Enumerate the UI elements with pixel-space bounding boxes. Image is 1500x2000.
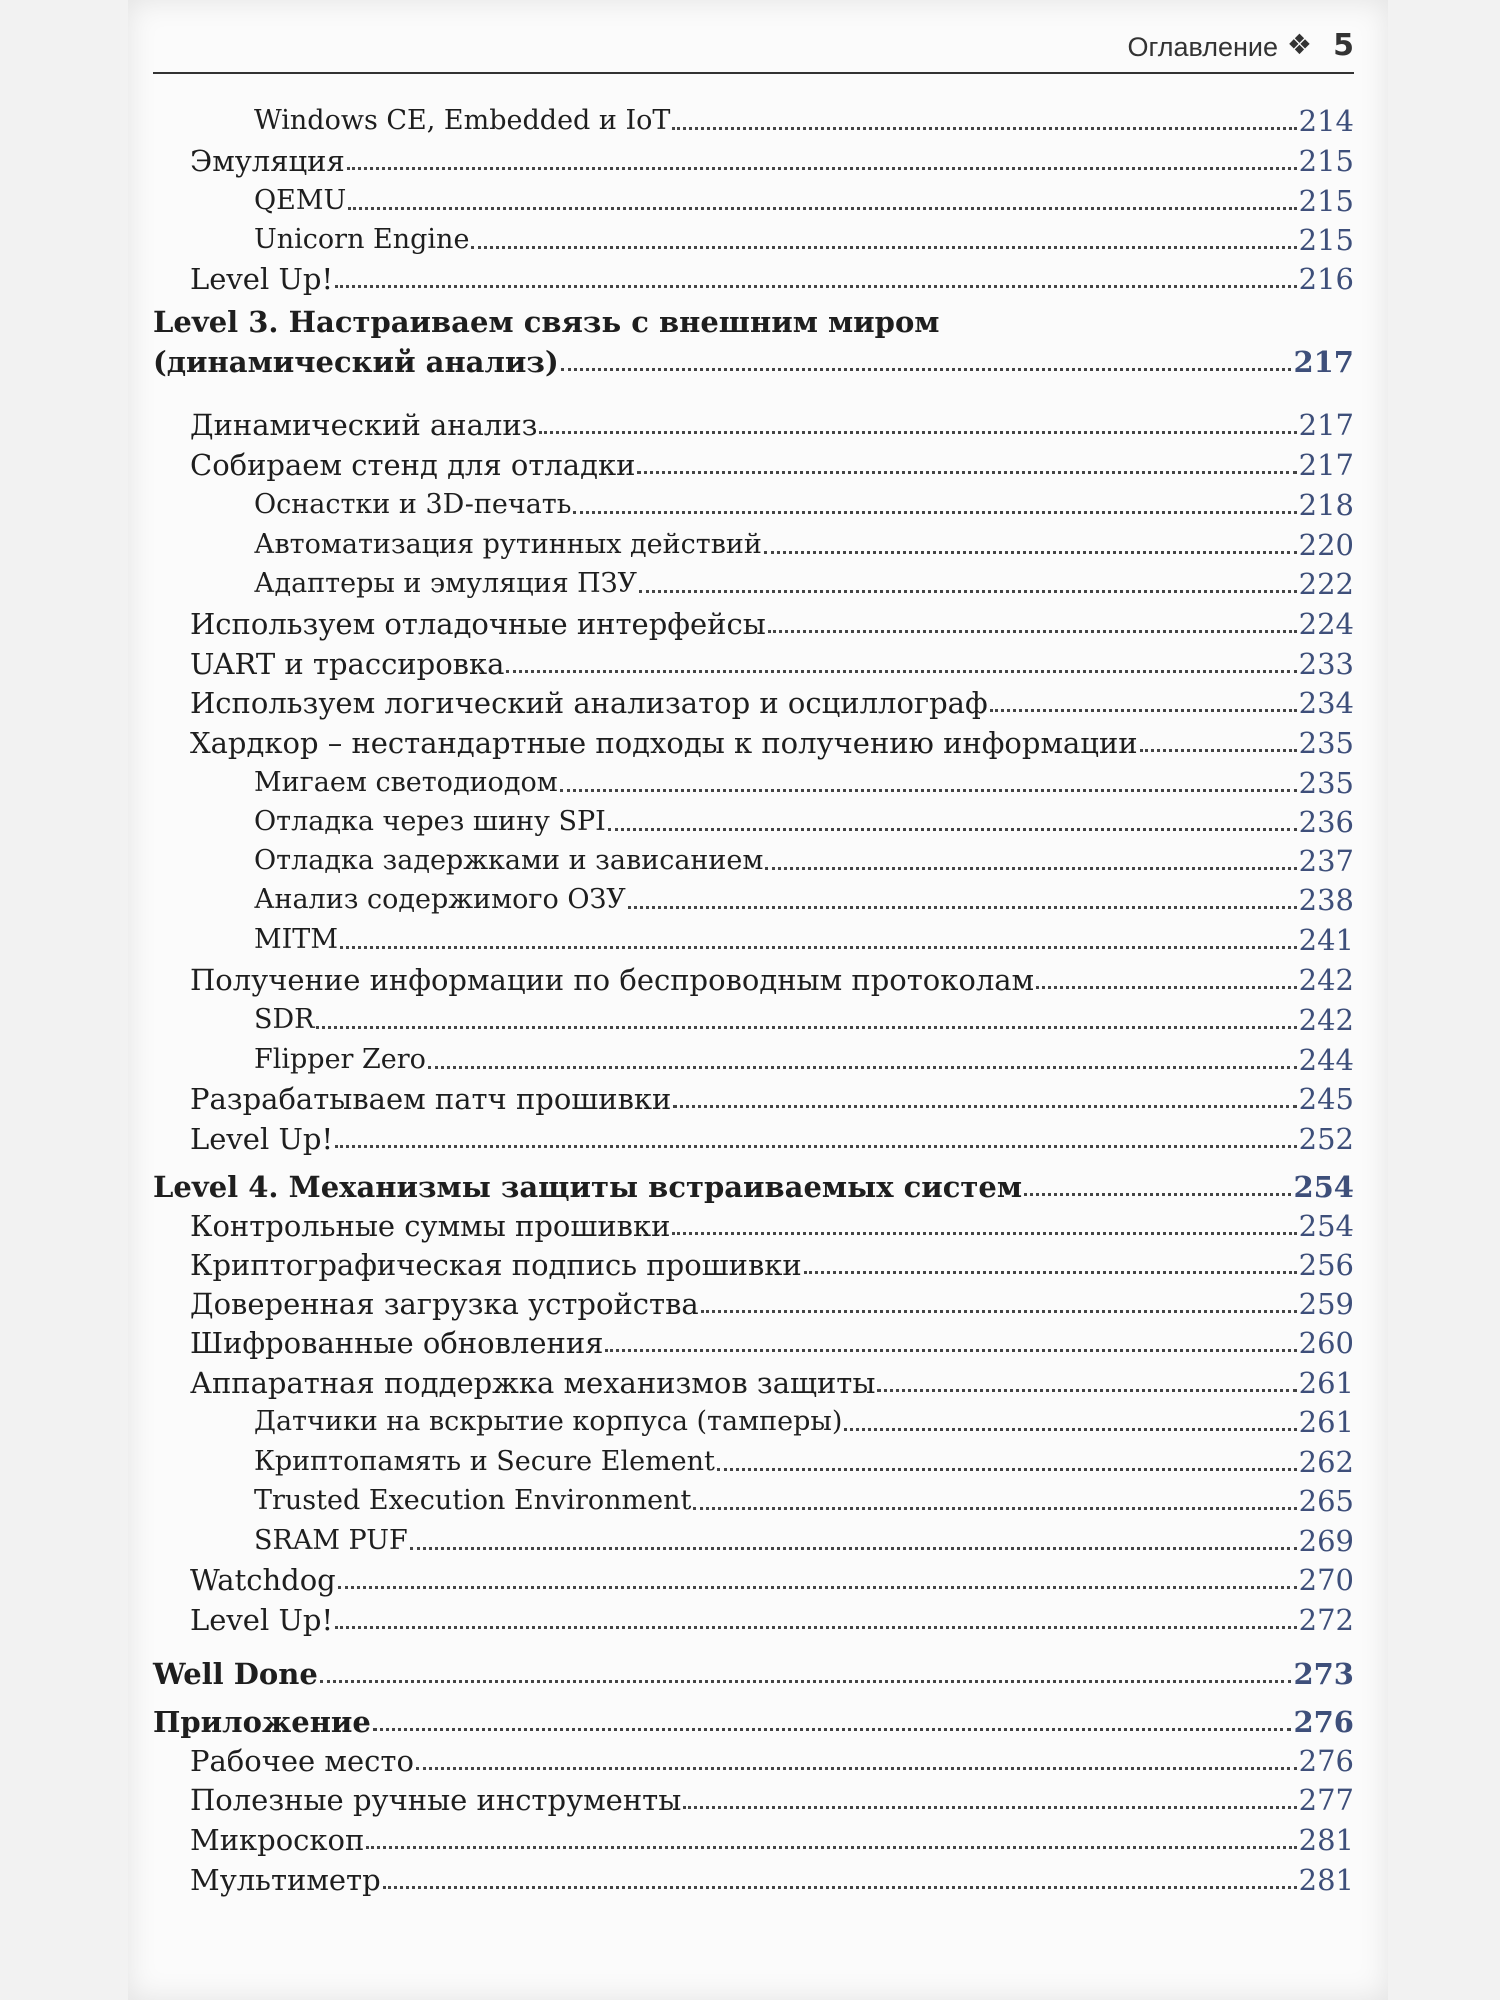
toc-entry-page: 261 [1298,1405,1354,1439]
toc-entry-title: Level 4. Механизмы защиты встраиваемых систем [153,1170,1023,1204]
toc-entry-title: Отладка через шину SPI [254,806,606,837]
toc-entry-title: Анализ содержимого ОЗУ [254,884,626,915]
toc-entry-title: Адаптеры и эмуляция ПЗУ [254,568,638,599]
dot-leader [506,669,1296,673]
dot-leader [672,1231,1296,1235]
toc-entry-page: 236 [1298,805,1354,839]
dot-leader [693,1506,1296,1510]
toc-entry-page: 281 [1298,1863,1354,1897]
dot-leader [683,1805,1296,1809]
dot-leader [335,1625,1297,1629]
dot-leader [701,1309,1297,1313]
dot-leader [410,1546,1297,1550]
toc-chapter-entry [153,344,1354,380]
toc-entry-page: 218 [1298,488,1354,522]
toc-entry-title: UART и трассировка [190,647,505,681]
toc-section-entry [153,1743,1354,1779]
toc-entry-page: 215 [1298,184,1354,218]
dot-leader [561,367,1292,371]
toc-subsection-entry [153,1483,1354,1519]
toc-entry-title: SRAM PUF [254,1525,408,1556]
toc-entry-title: Отладка задержками и зависанием [254,845,764,876]
toc-entry-page: 216 [1298,262,1354,296]
toc-section-entry [153,1286,1354,1322]
toc-entry-title: Используем отладочные интерфейсы [190,607,766,641]
toc-entry-title: Оснастки и 3D-печать [254,489,572,520]
toc-entry-page: 244 [1298,1043,1354,1077]
toc-entry-page: 262 [1298,1445,1354,1479]
toc-subsection-entry [153,183,1354,219]
toc-entry-title: Мигаем светодиодом [254,767,558,798]
toc-subsection-entry [153,566,1354,602]
dot-leader [340,945,1297,949]
toc-section-entry [153,1247,1354,1283]
toc-entry-title: Датчики на вскрытие корпуса (тамперы) [254,1406,843,1437]
toc-entry-title: Динамический анализ [190,408,538,442]
toc-entry-page: 238 [1298,883,1354,917]
dot-leader [639,589,1297,593]
toc-section-entry [153,685,1354,721]
dot-leader [316,1025,1296,1029]
toc-entry-page: 272 [1298,1603,1354,1637]
dot-leader [383,1885,1297,1889]
toc-entry-page: 270 [1298,1563,1354,1597]
toc-entry-title: SDR [254,1004,315,1035]
dot-leader [628,905,1297,909]
dot-leader [320,1679,1292,1683]
toc-entry-title: Получение информации по беспроводным протоколам [190,963,1035,997]
toc-entry-page: 269 [1298,1524,1354,1558]
toc-entry-title: Windows CE, Embedded и IoT [254,105,671,136]
toc-entry-page: 260 [1298,1326,1354,1360]
toc-section-entry [153,143,1354,179]
toc-entry-page: 217 [1298,448,1354,482]
toc-entry-page: 217 [1293,345,1354,379]
toc-entry-page: 252 [1298,1122,1354,1156]
toc-subsection-entry [153,765,1354,801]
toc-entry-page: 234 [1298,686,1354,720]
toc-entry-page: 242 [1298,963,1354,997]
toc-section-entry [153,407,1354,443]
toc-chapter-title-line: Level 3. Настраиваем связь с внешним миром [153,305,940,339]
toc-entry-title: Level Up! [190,1603,334,1637]
dot-leader [672,126,1296,130]
toc-entry-page: 215 [1298,223,1354,257]
toc-subsection-entry [153,1404,1354,1440]
toc-entry-title: Level Up! [190,262,334,296]
toc-entry-page: 277 [1298,1783,1354,1817]
dot-leader [637,470,1296,474]
ornament-icon: ❖ [1286,28,1312,61]
toc-section-entry [153,1208,1354,1244]
toc-entry-title: Хардкор – нестандартные подходы к получению информации [190,726,1138,760]
toc-entry-title: Криптопамять и Secure Element [254,1446,715,1477]
toc-subsection-entry [153,222,1354,258]
toc-subsection-entry [153,882,1354,918]
dot-leader [1140,748,1297,752]
dot-leader [560,788,1297,792]
toc-entry-title: MITM [254,924,338,955]
dot-leader [605,1348,1296,1352]
toc-entry-page: 235 [1298,766,1354,800]
dot-leader [608,827,1297,831]
toc-entry-title: Well Done [153,1657,318,1691]
dot-leader [338,1585,1297,1589]
toc-section-entry [153,1782,1354,1818]
toc-section-entry [153,1822,1354,1858]
toc-entry-title: Аппаратная поддержка механизмов защиты [190,1366,876,1400]
dot-leader [1024,1192,1291,1196]
toc-section-entry [153,1562,1354,1598]
toc-entry-page: 254 [1298,1209,1354,1243]
toc-subsection-entry [153,804,1354,840]
dot-leader [335,284,1297,288]
toc-entry-page: 237 [1298,844,1354,878]
toc-entry-page: 242 [1298,1003,1354,1037]
toc-entry-page: 261 [1298,1366,1354,1400]
toc-entry-page: 259 [1298,1287,1354,1321]
toc-entry-title: Эмуляция [190,144,345,178]
toc-section-entry [153,1121,1354,1157]
toc-entry-page: 214 [1298,104,1354,138]
toc-subsection-entry [153,487,1354,523]
dot-leader [877,1388,1296,1392]
toc-subsection-entry [153,1523,1354,1559]
toc-chapter-entry [153,1656,1354,1692]
page-number: 5 [1333,28,1354,63]
dot-leader [347,166,1297,170]
toc-entry-title: (динамический анализ) [153,345,559,379]
toc-entry-title: Микроскоп [190,1823,365,1857]
toc-entry-title: Flipper Zero [254,1044,426,1075]
toc-entry-title: Разрабатываем патч прошивки [190,1082,672,1116]
toc-entry-title: Мультиметр [190,1863,381,1897]
toc-section-entry [153,447,1354,483]
dot-leader [348,206,1296,210]
dot-leader [844,1427,1296,1431]
toc-entry-page: 233 [1298,647,1354,681]
toc-subsection-entry [153,922,1354,958]
toc-section-entry [153,646,1354,682]
dot-leader [373,1727,1292,1731]
toc-section-entry [153,1365,1354,1401]
toc-section-entry [153,1602,1354,1638]
toc-entry-page: 222 [1298,567,1354,601]
dot-leader [428,1065,1297,1069]
toc-entry-title: Рабочее место [190,1744,414,1778]
dot-leader [717,1467,1297,1471]
toc-entry-page: 281 [1298,1823,1354,1857]
dot-leader [804,1270,1297,1274]
toc-entry-title: Шифрованные обновления [190,1326,604,1360]
toc-entry-title: Доверенная загрузка устройства [190,1287,699,1321]
toc-subsection-entry [153,1002,1354,1038]
toc-entry-title: Полезные ручные инструменты [190,1783,682,1817]
toc-entry-page: 265 [1298,1484,1354,1518]
dot-leader [765,866,1296,870]
toc-section-entry [153,725,1354,761]
toc-entry-page: 235 [1298,726,1354,760]
toc-entry-page: 254 [1293,1170,1354,1204]
toc-subsection-entry [153,1444,1354,1480]
toc-entry-page: 245 [1298,1082,1354,1116]
toc-section-entry [153,1862,1354,1898]
toc-section-entry [153,606,1354,642]
dot-leader [573,510,1296,514]
dot-leader [471,245,1296,249]
toc-entry-page: 276 [1293,1705,1354,1739]
dot-leader [764,550,1297,554]
dot-leader [416,1766,1297,1770]
toc-entry-title: Unicorn Engine [254,224,470,255]
toc-entry-title: Watchdog [190,1563,336,1597]
table-of-contents [153,0,1354,2000]
toc-subsection-entry [153,843,1354,879]
toc-entry-page: 256 [1298,1248,1354,1282]
toc-section-entry [153,261,1354,297]
dot-leader [1036,985,1297,989]
toc-entry-page: 215 [1298,144,1354,178]
dot-leader [335,1144,1297,1148]
toc-subsection-entry [153,527,1354,563]
toc-entry-title: Trusted Execution Environment [254,1485,692,1516]
dot-leader [366,1845,1296,1849]
toc-section-entry [153,1325,1354,1361]
toc-entry-page: 220 [1298,528,1354,562]
dot-leader [673,1104,1296,1108]
toc-entry-title: Криптографическая подпись прошивки [190,1248,802,1282]
toc-entry-title: Level Up! [190,1122,334,1156]
toc-section-entry [153,962,1354,998]
toc-entry-page: 273 [1293,1657,1354,1691]
toc-entry-title: Контрольные суммы прошивки [190,1209,671,1243]
toc-entry-title: Автоматизация рутинных действий [254,529,762,560]
toc-chapter-entry [153,1169,1354,1205]
dot-leader [539,430,1296,434]
toc-entry-page: 217 [1298,408,1354,442]
toc-entry-page: 276 [1298,1744,1354,1778]
toc-chapter-entry [153,1704,1354,1740]
toc-entry-title: Собираем стенд для отладки [190,448,636,482]
header-title: Оглавление [1127,32,1278,62]
toc-entry-page: 241 [1298,923,1354,957]
toc-section-entry [153,1081,1354,1117]
dot-leader [768,629,1297,633]
toc-entry-title: QEMU [254,185,347,216]
toc-subsection-entry [153,1042,1354,1078]
dot-leader [990,708,1297,712]
toc-entry-title: Используем логический анализатор и осциллограф [190,686,988,720]
toc-entry-page: 224 [1298,607,1354,641]
toc-subsection-entry [153,103,1354,139]
toc-entry-title: Приложение [153,1705,371,1739]
